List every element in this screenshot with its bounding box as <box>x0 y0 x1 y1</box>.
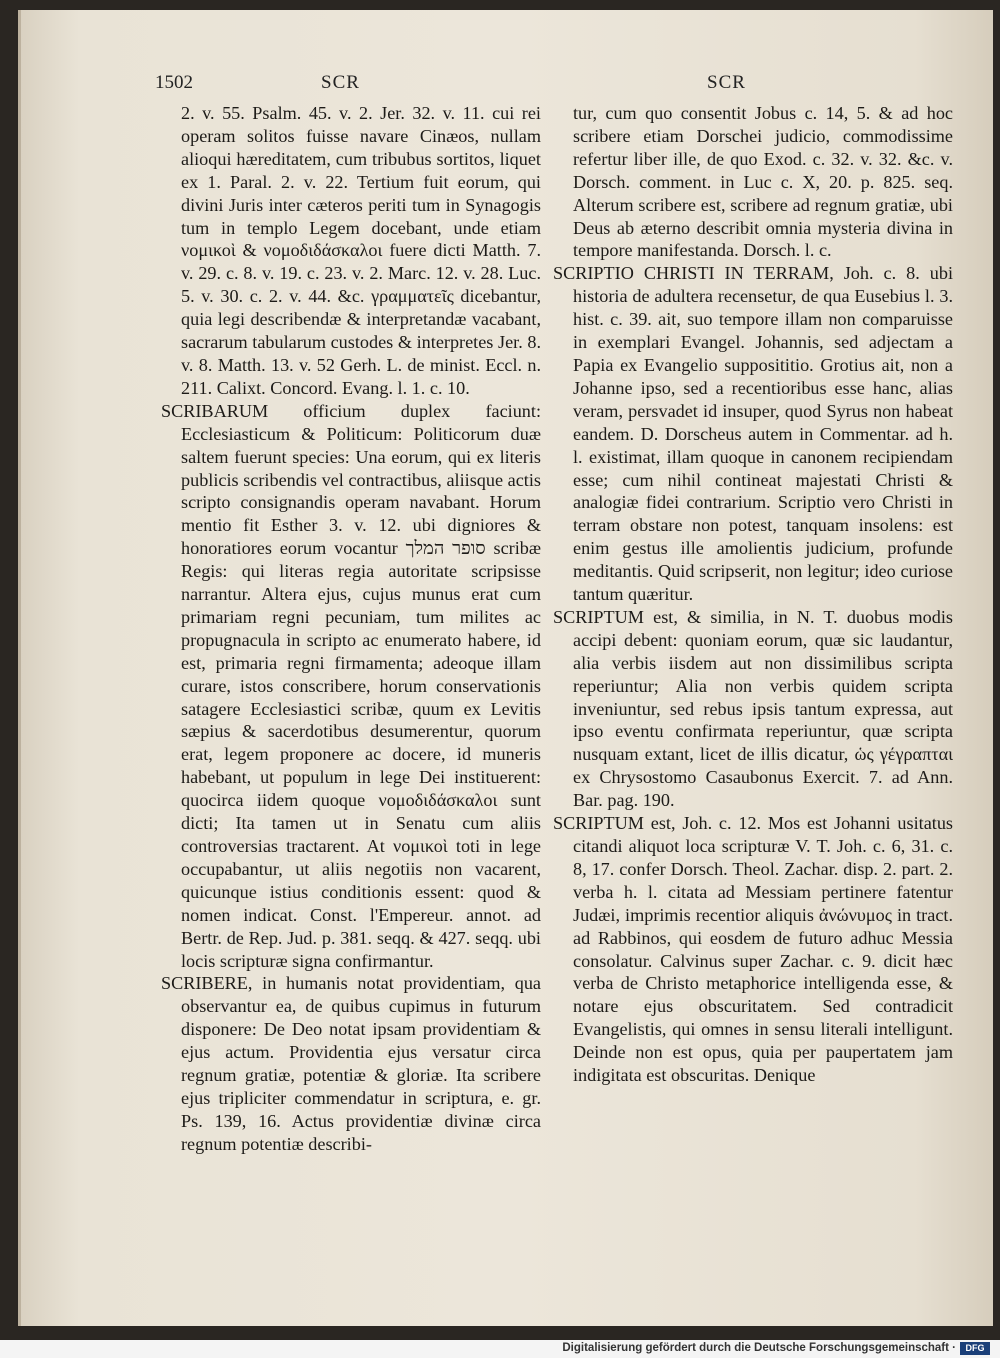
footer-credit: Digitalisierung gefördert durch die Deutsche Forschungsgemeinschaft · <box>562 1342 956 1354</box>
entry-scribarum: SCRIBARUM officium duplex faciunt: Ecclesiasticum & Politicum: Politicorum duæ saltem fuerunt species: Una eorum, qui ex literis publicis scribendis vel contractibus, aliisque actis scripto consignandis operam navabant. Horum mentio fit Esther 3. v. 12. ubi digniores & honoratiores eorum vocantur סופר המלך scribæ Regis: qui literas regia autoritate scripsisse narrantur. Altera ejus, cujus munus erat cum primariam regni pecuniam, tum milites ac propugnacula in scripto ac enumerato habere, id est, primaria regni firmamenta; adeoque illam curare, istos conscribere, horum conservationis satagere Ecclesiastici scribæ, quum ex Levitis sæpius & sacerdotibus desumerentur, quorum erat, legem proponere ac docere, id muneris habebant, ut populum in lege Dei instituerent: quocirca iidem quoque νομοδιδάσκαλοι sunt dicti; Ita tamen ut in Senatu cum aliis controversias tractarent. At νομικοὶ toti in lege occupabantur, ut aliis negotiis non vacarent, quicunque istius conditionis essent: quod & nomen indicat. Const. l'Empereur. annot. ad Bertr. de Rep. Jud. p. 381. seqq. & 427. seqq. ubi locis scripturæ signa confirmantur. <box>161 400 541 971</box>
digitization-footer <box>0 1340 1000 1358</box>
right-column <box>553 102 953 1087</box>
running-head-left: SCR <box>321 72 360 93</box>
dfg-logo: DFG <box>960 1342 990 1355</box>
page-header <box>21 72 993 102</box>
entry-scriptum-est-1: SCRIPTUM est, & similia, in N. T. duobus modis accipi debent: quoniam eorum, quæ sic laudantur, alia verbis iisdem aut non dissimilibus scripta reperiuntur; Alia non verbis quidem scripta inveniuntur, sed rebus ipsis tantum expressa, aut ipso eventu confirmata reperiuntur, quæ scripta nusquam extant, licet de illis dicatur, ὡς γέγραπται ex Chrysostomo Casaubonus Exercit. 7. ad Ann. Bar. pag. 190. <box>553 606 953 811</box>
entry-scribere: SCRIBERE, in humanis notat providentiam, qua observantur ea, de quibus cupimus in futurum disponere: De Deo notat ipsam providentiam & ejus actum. Providentia ejus versatur circa regnum gratiæ, potentiæ & gloriæ. Ita scribere ejus tripliciter commendatur in scriptura, e. gr. Ps. 139, 16. Actus providentiæ divinæ circa regnum potentiæ describi- <box>161 973 541 1154</box>
running-head-right: SCR <box>707 72 746 93</box>
book-page <box>18 10 993 1326</box>
left-column <box>161 102 541 1156</box>
page-number: 1502 <box>155 72 193 93</box>
right-paragraph-1: tur, cum quo consentit Jobus c. 14, 5. & ad hoc scribere etiam Dorschei judicio, commodissime refertur liber ille, de quo Exod. c. 32. v. 32. &c. v. Dorsch. comment. in Luc c. X, 20. p. 825. seq. Alterum scribere est, scribere ad regnum gratiæ, ubi Deus ab æterno describit omnia mysteria divina in tempore manifestanda. Dorsch. l. c. <box>573 103 953 261</box>
entry-scriptum-est-2: SCRIPTUM est, Joh. c. 12. Mos est Johanni usitatus citandi aliquot loca scripturæ V. T. Joh. c. 6, 31. c. 8, 17. confer Dorsch. Theol. Zachar. disp. 2. part. 2. verba h. l. citata ad Messiam pertinere fatentur Judæi, imprimis recentior aliquis ἀνώνυμος in tract. ad Rabbinos, qui eosdem de futuro adhuc Messia consolatur. Calvinus super Zachar. c. 9. dicit hæc verba de Christo metaphorice intelligenda esse, & notare ejus obscuritatem. Sed contradicit Evangelistis, qui omnes in sensu literali intelligunt. Deinde non est opus, quia per paupertatem jam indigitata est obscuritas. Denique <box>553 813 953 1086</box>
entry-scriptio-christi: SCRIPTIO CHRISTI IN TERRAM, Joh. c. 8. ubi historia de adultera recensetur, de qua Eusebius l. 3. hist. c. 39. ait, suo tempore illam non comparuisse in exemplari Evangel. Johannis, sed adjectam a Papia ex Evangelio supposititio. Grotius ait, non a Johanne ipso, sed a recentioribus esse hanc, alias veram, persvadet id insuper, quod Syrus non habeat eandem. D. Dorscheus autem in Commentar. ad h. l. existimat, illam quoque in canonem recipiendam esse; cum nihil contineat majestati Christi & analogiæ fidei contrarium. Scriptio vero Christi in terram obstare non potest, tanquam insolens: est enim gestus ille amolientis judicium, profunde meditantis. Quid scripserit, non legitur; ideo curiose tantum quæritur. <box>553 263 953 605</box>
left-paragraph-1: 2. v. 55. Psalm. 45. v. 2. Jer. 32. v. 11. cui rei operam solitos fuisse navare Cinæos, nullam alioqui hæreditatem, cum tribubus sortitos, liquet ex 1. Paral. 2. v. 22. Tertium fuit eorum, qui divini Juris inter cæteros periti tum in Synagogis tum in templo Legem docebant, unde etiam νομικοὶ & νομοδιδάσκαλοι fuere dicti Matth. 7. v. 29. c. 8. v. 19. c. 23. v. 2. Marc. 12. v. 28. Luc. 5. v. 30. c. 2. v. 44. &c. γραμματεῖς dicebantur, quia legi describendæ & interpretandæ vacabant, sacrarum tabularum custodes & interpretes Jer. 8. v. 8. Matth. 13. v. 52 Gerh. L. de minist. Eccl. n. 211. Calixt. Concord. Evang. l. 1. c. 10. <box>181 103 541 398</box>
